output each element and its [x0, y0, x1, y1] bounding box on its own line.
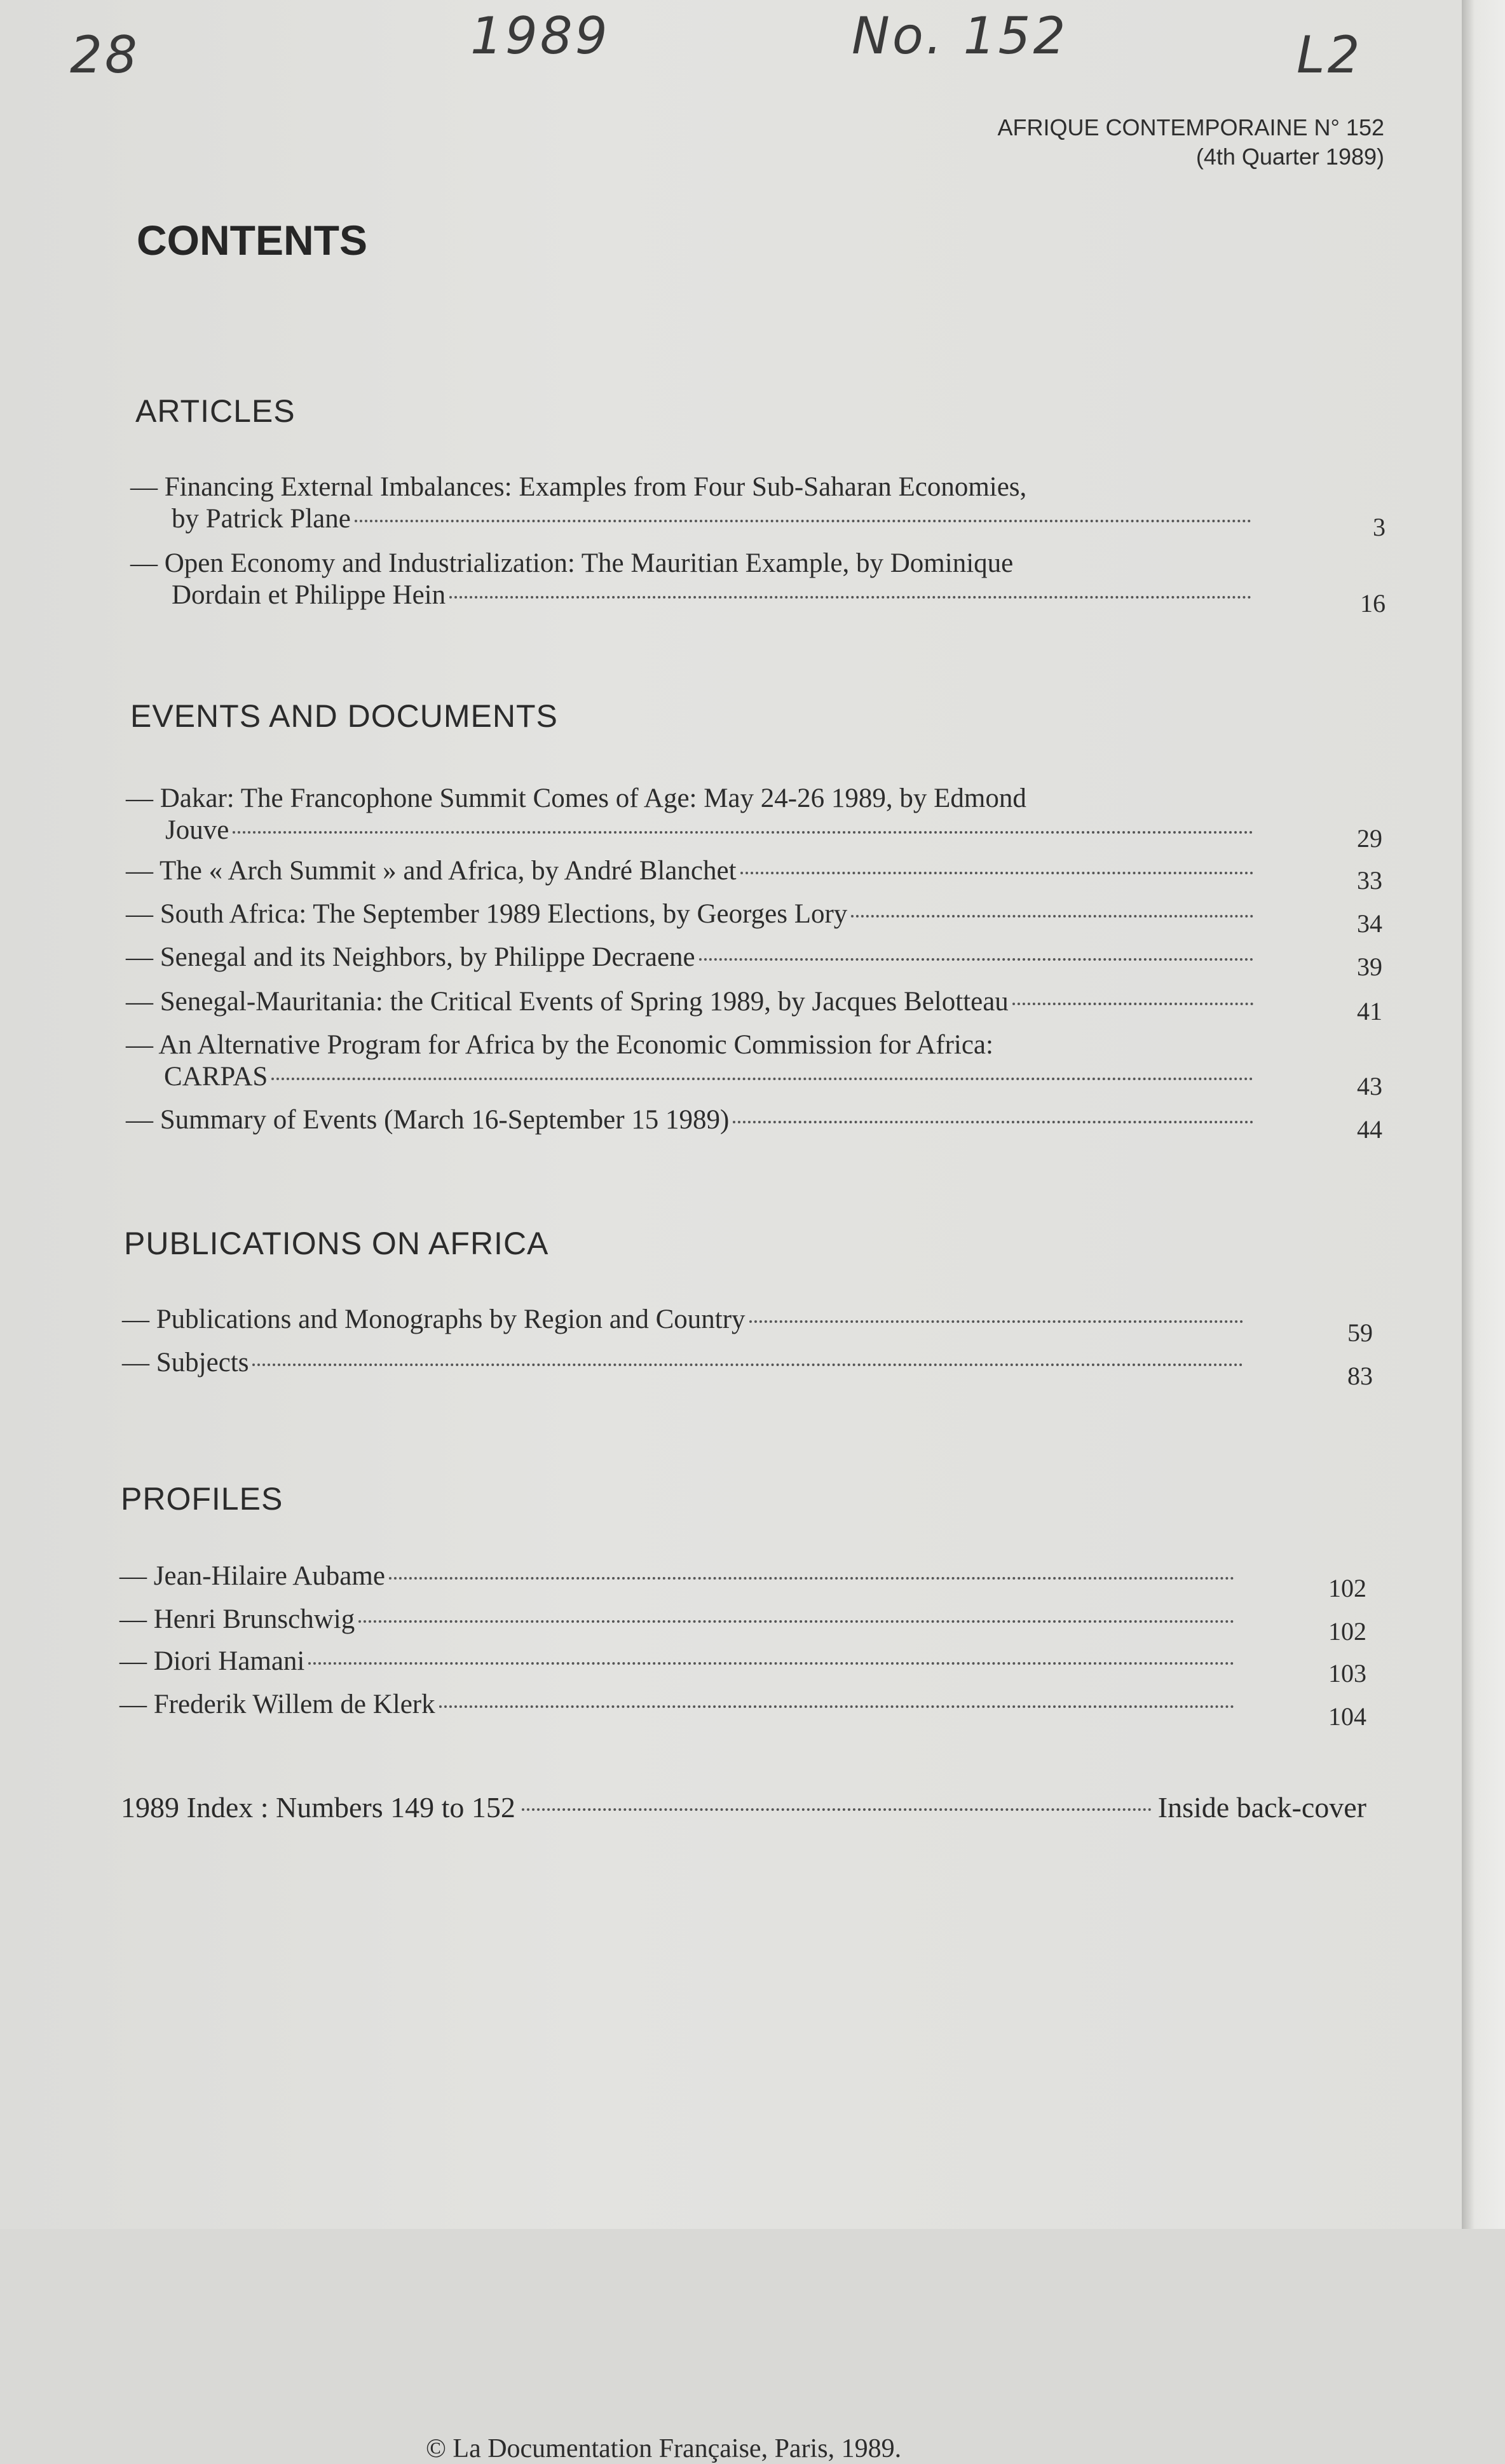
toc-entry[interactable] — [126, 986, 1257, 1018]
page-number: 29 — [1357, 824, 1382, 853]
toc-entry[interactable] — [130, 471, 1255, 535]
toc-entry[interactable] — [119, 1604, 1238, 1635]
entry-title: — Jean-Hilaire Aubame — [119, 1561, 385, 1591]
dot-leader — [1012, 1003, 1253, 1005]
entry-author: CARPAS — [164, 1062, 268, 1092]
toc-entry[interactable] — [119, 1560, 1238, 1592]
section-heading-publications: PUBLICATIONS ON AFRICA — [124, 1226, 549, 1261]
journal-name: AFRIQUE CONTEMPORAINE N° 152 — [997, 114, 1384, 140]
dot-leader — [308, 1662, 1234, 1665]
toc-entry[interactable] — [126, 783, 1257, 846]
journal-header — [997, 113, 1384, 172]
section-heading-articles: ARTICLES — [135, 393, 296, 429]
page-number: 102 — [1328, 1574, 1366, 1602]
dot-leader — [389, 1577, 1234, 1580]
page-number: 16 — [1360, 589, 1386, 618]
entry-title: — Open Economy and Industrialization: The Mauritian Example, by Dominique — [130, 548, 1014, 578]
page-number: 103 — [1328, 1659, 1366, 1688]
entry-title: — Senegal and its Neighbors, by Philippe Decraene — [126, 942, 695, 972]
dot-leader — [252, 1364, 1243, 1366]
entry-title: — Subjects — [122, 1348, 249, 1378]
toc-entry[interactable] — [130, 548, 1255, 611]
page-title: CONTENTS — [137, 217, 367, 264]
entry-title: — South Africa: The September 1989 Elections, by Georges Lory — [126, 899, 848, 929]
dot-leader — [439, 1705, 1234, 1708]
page-number: 44 — [1357, 1115, 1382, 1144]
toc-entry[interactable] — [126, 855, 1257, 887]
dot-leader — [740, 872, 1253, 874]
index-label: 1989 Index : Numbers 149 to 152 — [121, 1791, 515, 1824]
copyright-notice: © La Documentation Française, Paris, 1989. — [426, 2434, 902, 2463]
entry-title: — Henri Brunschwig — [119, 1604, 355, 1634]
toc-entry[interactable] — [126, 942, 1257, 973]
dot-leader — [522, 1808, 1152, 1811]
dot-leader — [271, 1078, 1253, 1080]
index-entry[interactable] — [121, 1790, 1366, 1824]
handwritten-number: No. 152 — [852, 6, 1068, 65]
entry-title: — Senegal-Mauritania: the Critical Events of Spring 1989, by Jacques Belotteau — [126, 987, 1009, 1017]
section-heading-events: EVENTS AND DOCUMENTS — [130, 698, 558, 734]
page-number: 104 — [1328, 1702, 1366, 1731]
page-number: 83 — [1347, 1362, 1373, 1390]
index-location: Inside back-cover — [1157, 1791, 1366, 1824]
page-edge — [1462, 0, 1505, 2229]
page-number: 102 — [1328, 1617, 1366, 1646]
dot-leader — [749, 1320, 1243, 1323]
dot-leader — [851, 915, 1253, 917]
entry-title: — Dakar: The Francophone Summit Comes of Age: May 24-26 1989, by Edmond — [126, 783, 1026, 813]
page-number: 43 — [1357, 1072, 1382, 1100]
entry-author: Dordain et Philippe Hein — [172, 580, 446, 610]
toc-entry[interactable] — [126, 1029, 1257, 1093]
toc-entry[interactable] — [126, 898, 1257, 930]
page-number: 33 — [1357, 866, 1382, 895]
toc-entry[interactable] — [122, 1347, 1247, 1379]
toc-entry[interactable] — [119, 1646, 1238, 1677]
entry-title: — Publications and Monographs by Region and Country — [122, 1304, 746, 1334]
journal-issue: (4th Quarter 1989) — [1195, 144, 1384, 170]
page-number: 39 — [1357, 952, 1382, 981]
entry-title: — An Alternative Program for Africa by the Economic Commission for Africa: — [126, 1030, 993, 1060]
dot-leader — [355, 520, 1251, 522]
page-number: 34 — [1357, 909, 1382, 938]
page-number: 41 — [1357, 997, 1382, 1026]
entry-title: — The « Arch Summit » and Africa, by André Blanchet — [126, 856, 737, 886]
entry-author: Jouve — [165, 815, 229, 845]
dot-leader — [733, 1121, 1253, 1123]
dot-leader — [233, 831, 1253, 834]
handwritten-year: 1989 — [470, 6, 610, 65]
toc-entry[interactable] — [122, 1304, 1247, 1336]
dot-leader — [699, 958, 1253, 961]
handwritten-mark-right: L2 — [1297, 25, 1363, 85]
section-heading-profiles: PROFILES — [121, 1481, 283, 1517]
entry-author: by Patrick Plane — [172, 504, 351, 534]
dot-leader — [449, 596, 1251, 599]
entry-title: — Summary of Events (March 16-September 15 1989) — [126, 1105, 730, 1135]
handwritten-mark-left: 28 — [70, 25, 140, 85]
toc-entry[interactable] — [126, 1104, 1257, 1136]
toc-entry[interactable] — [119, 1689, 1238, 1721]
page-number: 3 — [1373, 513, 1386, 541]
entry-title: — Diori Hamani — [119, 1646, 305, 1676]
entry-title: — Financing External Imbalances: Examples from Four Sub-Saharan Economies, — [130, 472, 1027, 502]
entry-title: — Frederik Willem de Klerk — [119, 1689, 435, 1719]
page-number: 59 — [1347, 1318, 1373, 1347]
dot-leader — [358, 1620, 1234, 1623]
